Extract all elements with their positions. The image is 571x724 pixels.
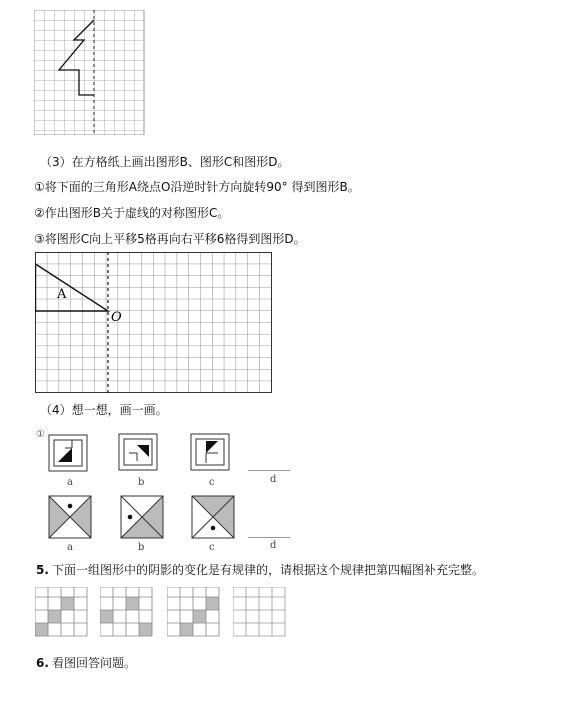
part3-heading: （3）在方格纸上画出图形B、图形C和图形D。 [40,155,290,169]
q5-text: 下面一组图形中的阴影的变化是有规律的，请根据这个规律把第四幅图补充完整。 [52,563,485,577]
q5-pattern-1 [35,587,95,642]
q6-number: 6. [36,656,49,670]
part3-step1: ①将下面的三角形A绕点O沿逆时针方向旋转90° 得到图形B。 [34,180,360,194]
point-o-label: O [111,310,122,325]
row1-figure-b [118,433,160,473]
row1-label-c: c [209,477,215,488]
row2-figure-a [48,495,92,539]
row2-figure-c [191,495,235,539]
row1-label-d: d [270,474,277,485]
q5-pattern-2 [100,587,160,642]
row1-label-b: b [138,477,145,488]
part4-heading: （4）想一想，画一画。 [40,403,168,417]
row2-answer-blank [248,537,290,538]
top-grid-figure [34,10,146,135]
triangle-a-label: A [57,287,67,302]
q6-text: 看图回答问题。 [52,656,137,670]
row1-figure-c [190,433,232,473]
row2-figure-b [120,495,164,539]
q5-number: 5. [36,563,49,577]
q5-pattern-3 [167,587,227,642]
q5-pattern-4-blank [233,587,293,642]
row2-label-d: d [270,540,277,551]
row1-figure-a [48,434,90,474]
part3-step2: ②作出图形B关于虚线的对称图形C。 [34,206,230,220]
row2-label-c: c [209,542,215,553]
main-grid [35,252,275,394]
row2-label-a: a [67,542,73,553]
part3-step3: ③将图形C向上平移5格再向右平移6格得到图形D。 [34,232,306,246]
row2-label-b: b [138,542,145,553]
row1-marker: ① [36,429,45,440]
row1-label-a: a [67,477,73,488]
row1-answer-blank [248,470,290,471]
